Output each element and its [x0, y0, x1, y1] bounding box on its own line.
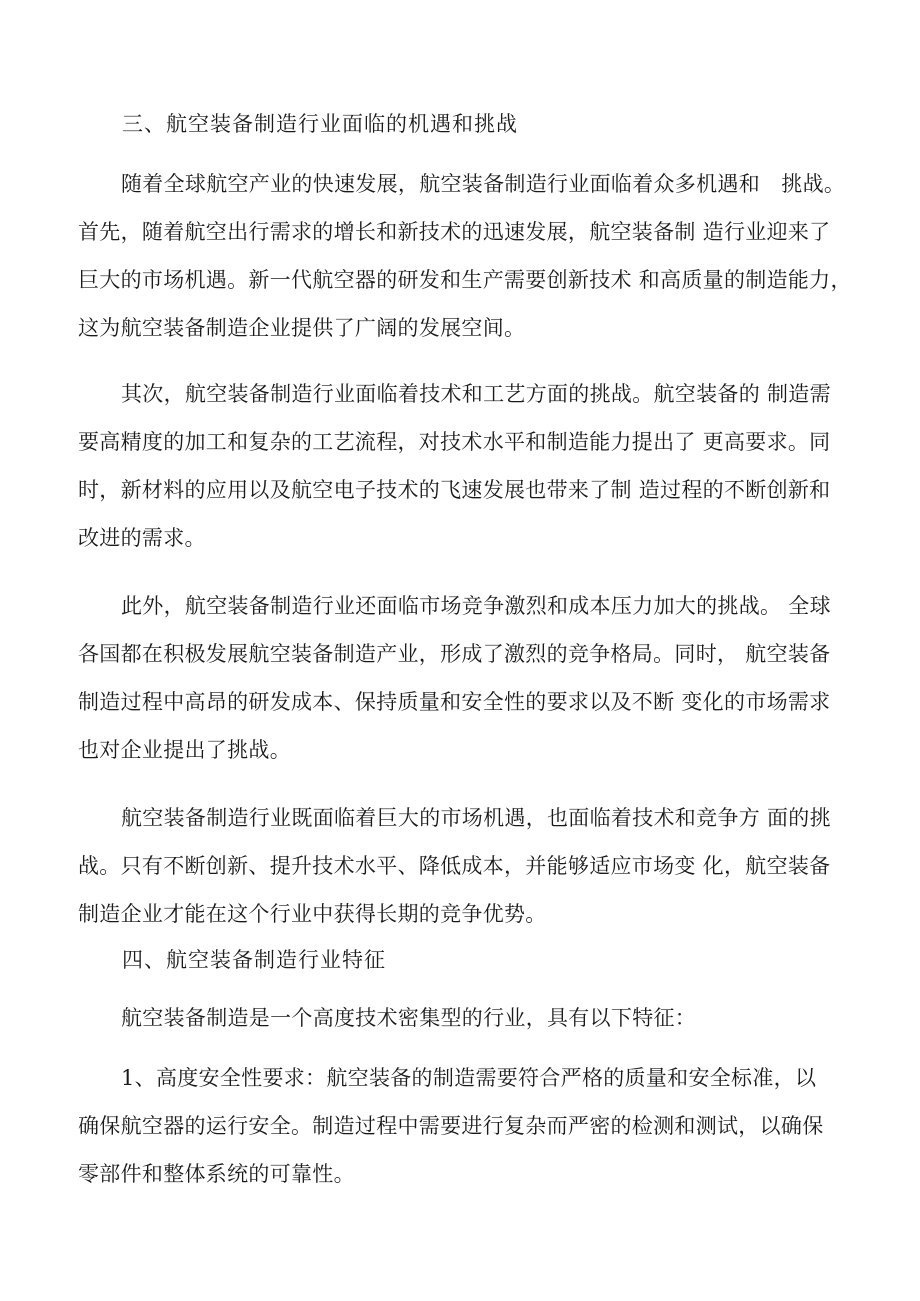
- paragraph-market-competition: [78, 582, 848, 774]
- paragraph-line: 此外，航空装备制造行业还面临市场竞争激烈和成本压力加大的挑战。 全球: [121, 594, 831, 618]
- paragraph-line: 制造企业才能在这个行业中获得长期的竞争优势。: [78, 902, 547, 926]
- paragraph-line: 随着全球航空产业的快速发展，航空装备制造行业面临着众多机遇和 挑战。: [121, 172, 846, 196]
- paragraph-item-1: [78, 1054, 848, 1198]
- paragraph-intro: [78, 994, 848, 1042]
- paragraph-line: 也对企业提出了挑战。: [78, 738, 291, 762]
- paragraph-line: 首先，随着航空出行需求的增长和新技术的迅速发展，航空装备制 造行业迎来了: [78, 220, 831, 244]
- paragraph-line: 1、高度安全性要求：航空装备的制造需要符合严格的质量和安全标准，以: [121, 1066, 817, 1090]
- paragraph-line: 时，新材料的应用以及航空电子技术的飞速发展也带来了制 造过程的不断创新和: [78, 478, 831, 502]
- paragraph-line: 航空装备制造行业既面临着巨大的市场机遇，也面临着技术和竞争方 面的挑: [121, 806, 831, 830]
- paragraph-line: 零部件和整体系统的可靠性。: [78, 1162, 355, 1186]
- paragraph-technical-challenges: [78, 370, 848, 562]
- paragraph-line: 制造过程中高昂的研发成本、保持质量和安全性的要求以及不断 变化的市场需求: [78, 690, 831, 714]
- section-4-heading: 四、航空装备制造行业特征: [122, 948, 386, 972]
- paragraph-opportunities: [78, 160, 852, 352]
- section-3-heading: 三、航空装备制造行业面临的机遇和挑战: [122, 112, 518, 136]
- paragraph-line: 确保航空器的运行安全。制造过程中需要进行复杂而严密的检测和测试，以确保: [78, 1114, 824, 1138]
- paragraph-line: 要高精度的加工和复杂的工艺流程，对技术水平和制造能力提出了 更高要求。同: [78, 430, 831, 454]
- paragraph-line: 战。只有不断创新、提升技术水平、降低成本，并能够适应市场变 化，航空装备: [78, 854, 831, 878]
- paragraph-summary: [78, 794, 848, 938]
- paragraph-line: 其次，航空装备制造行业面临着技术和工艺方面的挑战。航空装备的 制造需: [121, 382, 831, 406]
- paragraph-line: 各国都在积极发展航空装备制造产业，形成了激烈的竞争格局。同时， 航空装备: [78, 642, 831, 666]
- paragraph-line: 巨大的市场机遇。新一代航空器的研发和生产需要创新技术 和高质量的制造能力，: [78, 268, 852, 292]
- paragraph-line: 改进的需求。: [78, 526, 206, 550]
- paragraph-line: 航空装备制造是一个高度技术密集型的行业，具有以下特征：: [121, 1006, 697, 1030]
- paragraph-line: 这为航空装备制造企业提供了广阔的发展空间。: [78, 316, 526, 340]
